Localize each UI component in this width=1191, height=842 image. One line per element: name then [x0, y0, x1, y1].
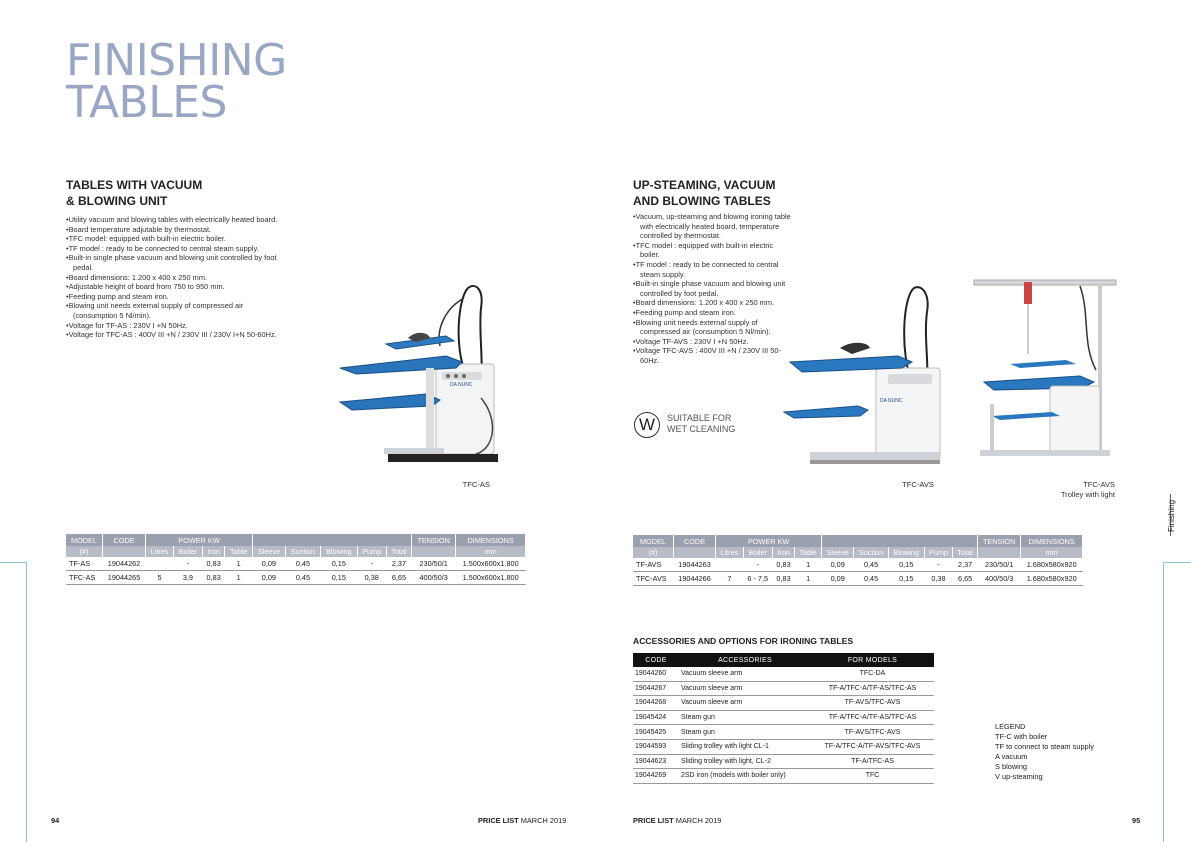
legend [995, 722, 1094, 782]
subcol-power: Litres [716, 547, 743, 558]
table-cell: 400/50/3 [977, 572, 1020, 586]
table-cell: 1.680x580x920 [1021, 572, 1083, 586]
table-cell: 7 [716, 572, 743, 586]
subcol-power: Boiler [174, 546, 203, 557]
table-cell: 0,45 [285, 571, 320, 585]
acc-col-accessories: ACCESSORIES [679, 653, 811, 667]
table-cell: 0,09 [252, 571, 285, 585]
subcol-power: Suction [854, 547, 888, 558]
table-cell: TFC-AS [66, 571, 102, 585]
table-row [633, 572, 1083, 586]
acc-col-code: CODE [633, 653, 679, 667]
table-cell: 0,83 [772, 558, 794, 572]
table-cell: 19045424 [633, 710, 679, 725]
table-cell: 0,09 [822, 558, 854, 572]
feature-list-item: • TFC model: equipped with built-in electric boiler. [66, 234, 278, 244]
table-cell: 400/50/3 [412, 571, 456, 585]
table-cell: TF-AVS [633, 558, 673, 572]
wet-cleaning-icon: W [634, 412, 660, 438]
table-cell: TF-AVS/TFC-AVS [811, 696, 934, 711]
table-cell: 0,45 [285, 557, 320, 571]
page-title-line2: TABLES [66, 77, 227, 128]
feature-list-item: • Feeding pump and steam iron. [633, 308, 793, 318]
page-number-right: 95 [1132, 816, 1141, 825]
table-cell: 1.500x600x1.800 [456, 557, 526, 571]
subcol-power: Boiler [743, 547, 772, 558]
legend-title: LEGEND [995, 722, 1026, 731]
accessories-table [633, 653, 934, 784]
table-cell: 1.500x600x1.800 [456, 571, 526, 585]
table-cell: 0,83 [772, 572, 794, 586]
feature-list-item: • Voltage TF-AVS : 230V I +N 50Hz. [633, 337, 793, 347]
svg-text:DA NUNC: DA NUNC [880, 398, 903, 404]
subcol-power: Sleeve [822, 547, 854, 558]
feature-list-item: • Blowing unit needs external supply of compressed air (consumption 5 Nl/min). [66, 301, 278, 320]
feature-list-item: • Board dimensions: 1.200 x 400 x 250 mm. [633, 298, 793, 308]
wet-cleaning-label: SUITABLE FOR WET CLEANING [667, 413, 736, 434]
table-cell: 0,09 [252, 557, 285, 571]
table-cell: 19044623 [633, 754, 679, 769]
right-feature-list [633, 212, 793, 366]
left-margin-line-vertical [26, 562, 27, 842]
subcol-dim-unit: mm [1021, 547, 1083, 558]
table-row [633, 681, 934, 696]
page-title-line1: FINISHING [66, 35, 287, 86]
feature-list-item: • Blowing unit needs external supply of compressed air (consumption 5 Nl/min). [633, 318, 793, 337]
table-cell: 230/50/1 [977, 558, 1020, 572]
subcol-power: Litres [146, 546, 174, 557]
subcol-power: Blowing [888, 547, 924, 558]
feature-list-item: • Vacuum, up-steaming and blowing ironing table with electrically heated board, temperature controlled by thermostat. [633, 212, 793, 241]
tfc-avs-caption: TFC-AVS [902, 480, 934, 489]
table-cell: 19044593 [633, 739, 679, 754]
footer-price-list-left: PRICE LIST MARCH 2019 [478, 816, 567, 825]
feature-list-item: • Voltage TFC-AVS : 400V III +N / 230V III 50-60Hz. [633, 346, 793, 365]
table-cell: 0,15 [888, 558, 924, 572]
subcol-power: Pump [357, 546, 386, 557]
table-cell: 0,45 [854, 572, 888, 586]
right-spec-table [633, 535, 1083, 586]
table-cell: 230/50/1 [412, 557, 456, 571]
right-heading-line1: UP-STEAMING, VACUUM [633, 178, 776, 192]
right-margin-line-vertical [1163, 562, 1164, 842]
table-cell: - [924, 558, 953, 572]
tfc-as-caption: TFC-AS [462, 480, 490, 489]
table-cell: TF-A/TFC-AS [811, 754, 934, 769]
subcol-power: Table [225, 546, 252, 557]
svg-text:DA NUNC: DA NUNC [450, 382, 473, 388]
table-cell: - [743, 558, 772, 572]
table-cell: TF-A/TFC-A/TF-AS/TFC-AS [811, 681, 934, 696]
right-section-heading [633, 177, 775, 209]
table-cell: 6,65 [953, 572, 978, 586]
table-cell: 1 [795, 558, 822, 572]
col-model: MODEL [66, 534, 102, 546]
table-cell: 0,38 [357, 571, 386, 585]
table-cell: 0,15 [321, 557, 358, 571]
table-cell: Vacuum sleeve arm [679, 681, 811, 696]
table-row [633, 725, 934, 740]
page-number-left: 94 [51, 816, 60, 825]
table-cell: 19044268 [633, 696, 679, 711]
table-cell: 19044267 [633, 681, 679, 696]
legend-item: S blowing [995, 762, 1028, 771]
table-cell: Steam gun [679, 725, 811, 740]
side-tab-finishing: Finishing [1167, 499, 1176, 532]
page-title [66, 35, 287, 128]
table-cell: TFC-DA [811, 667, 934, 681]
feature-list-item: • Feeding pump and steam iron. [66, 292, 278, 302]
table-cell: 19044269 [633, 769, 679, 784]
table-cell: Steam gun [679, 710, 811, 725]
table-cell [716, 558, 743, 572]
feature-list-item: • Voltage for TFC-AS : 400V III +N / 230V III / 230V I+N 50-60Hz. [66, 330, 278, 340]
tfc-avs-trolley-caption: TFC-AVS Trolley with light [1060, 480, 1115, 499]
table-cell: 5 [146, 571, 174, 585]
table-row [66, 557, 526, 571]
table-cell: - [174, 557, 203, 571]
feature-list-item: • TF model : ready to be connected to central steam supply. [66, 244, 278, 254]
col-dimensions: DIMENSIONS [1021, 535, 1083, 547]
tfc-avs-trolley-image [970, 274, 1120, 470]
accessories-heading: ACCESSORIES AND OPTIONS FOR IRONING TABLES [633, 636, 854, 646]
table-cell: Vacuum sleeve arm [679, 667, 811, 681]
col-dimensions: DIMENSIONS [456, 534, 526, 546]
legend-item: A vacuum [995, 752, 1028, 761]
table-cell: TF-AS [66, 557, 102, 571]
table-cell: 1 [795, 572, 822, 586]
subcol-power: Iron [202, 546, 225, 557]
table-cell: 2,37 [386, 557, 411, 571]
table-cell: 0,09 [822, 572, 854, 586]
table-cell: - [357, 557, 386, 571]
table-cell: Sliding trolley with light CL-1 [679, 739, 811, 754]
subcol-power: Iron [772, 547, 794, 558]
table-cell: Sliding trolley with light, CL-2 [679, 754, 811, 769]
left-section-heading [66, 177, 202, 209]
table-cell: 2SD iron (models with boiler only) [679, 769, 811, 784]
table-row [633, 710, 934, 725]
col-tension: TENSION [977, 535, 1020, 547]
subcol-power: Blowing [321, 546, 358, 557]
footer-price-list-right: PRICE LIST MARCH 2019 [633, 816, 722, 825]
feature-list-item: • Board temperature adjutable by thermostat. [66, 225, 278, 235]
legend-item: TF-C with boiler [995, 732, 1048, 741]
feature-list-item: • Built-in single phase vacuum and blowing unit controlled by foot pedal. [633, 279, 793, 298]
left-spec-table [66, 534, 526, 585]
feature-list-item: • Board dimensions: 1.200 x 400 x 250 mm. [66, 273, 278, 283]
table-cell: 19044262 [102, 557, 145, 571]
table-cell: TFC-AVS [633, 572, 673, 586]
table-cell: 0,38 [924, 572, 953, 586]
table-cell: 0,15 [888, 572, 924, 586]
table-cell [146, 557, 174, 571]
table-row [633, 558, 1083, 572]
left-heading-line2: & BLOWING UNIT [66, 194, 168, 208]
table-row [633, 696, 934, 711]
table-cell: 6 - 7,5 [743, 572, 772, 586]
table-cell: 6,65 [386, 571, 411, 585]
subcol-power: Suction [285, 546, 320, 557]
col-power: POWER KW [716, 535, 822, 547]
col-power: POWER KW [146, 534, 253, 546]
table-cell: 19044266 [673, 572, 715, 586]
subcol-model: (#) [66, 546, 102, 557]
table-cell: 0,45 [854, 558, 888, 572]
left-feature-list [66, 215, 278, 340]
left-heading-line1: TABLES WITH VACUUM [66, 178, 203, 192]
table-row [633, 754, 934, 769]
table-cell: 3,9 [174, 571, 203, 585]
table-row [633, 739, 934, 754]
table-cell: TF-A/TFC-A/TF-AVS/TFC-AVS [811, 739, 934, 754]
table-cell: 1 [225, 571, 252, 585]
table-cell: 2,37 [953, 558, 978, 572]
legend-item: TF to connect to steam supply [995, 742, 1094, 751]
legend-item: V up-steaming [995, 772, 1043, 781]
subcol-power: Pump [924, 547, 953, 558]
table-cell: 19044265 [102, 571, 145, 585]
feature-list-item: • Utility vacuum and blowing tables with electrically heated board. [66, 215, 278, 225]
feature-list-item: • Built-in single phase vacuum and blowing unit controlled by foot pedal. [66, 253, 278, 272]
left-margin-line [0, 562, 26, 563]
table-cell: 0,83 [202, 571, 225, 585]
table-row [66, 571, 526, 585]
table-cell: 1 [225, 557, 252, 571]
tfc-as-product-image [336, 278, 506, 472]
feature-list-item: • TFC model : equipped with built-in electric boiler. [633, 241, 793, 260]
col-code: CODE [673, 535, 715, 547]
table-row [633, 769, 934, 784]
subcol-dim-unit: mm [456, 546, 526, 557]
table-cell: Vacuum sleeve arm [679, 696, 811, 711]
subcol-power: Total [953, 547, 978, 558]
table-cell: TF-A/TFC-A/TF-AS/TFC-AS [811, 710, 934, 725]
table-cell: 1.680x580x920 [1021, 558, 1083, 572]
table-cell: 19045425 [633, 725, 679, 740]
subcol-power: Total [386, 546, 411, 557]
table-cell: 0,15 [321, 571, 358, 585]
table-row [633, 667, 934, 681]
feature-list-item: • TF model : ready to be connected to central steam supply. [633, 260, 793, 279]
feature-list-item: • Voltage for TF-AS : 230V I +N 50Hz. [66, 321, 278, 331]
table-cell: TF-AVS/TFC-AVS [811, 725, 934, 740]
col-model: MODEL [633, 535, 673, 547]
right-margin-line [1163, 562, 1191, 563]
tfc-avs-product-image [780, 282, 952, 472]
acc-col-models: FOR MODELS [811, 653, 934, 667]
right-heading-line2: AND BLOWING TABLES [633, 194, 771, 208]
table-cell: 19044260 [633, 667, 679, 681]
subcol-model: (#) [633, 547, 673, 558]
subcol-power: Sleeve [252, 546, 285, 557]
table-cell: 19044263 [673, 558, 715, 572]
col-code: CODE [102, 534, 145, 546]
table-cell: TFC [811, 769, 934, 784]
feature-list-item: • Adjustable height of board from 750 to 950 mm. [66, 282, 278, 292]
subcol-power: Table [795, 547, 822, 558]
table-cell: 0,83 [202, 557, 225, 571]
col-tension: TENSION [412, 534, 456, 546]
